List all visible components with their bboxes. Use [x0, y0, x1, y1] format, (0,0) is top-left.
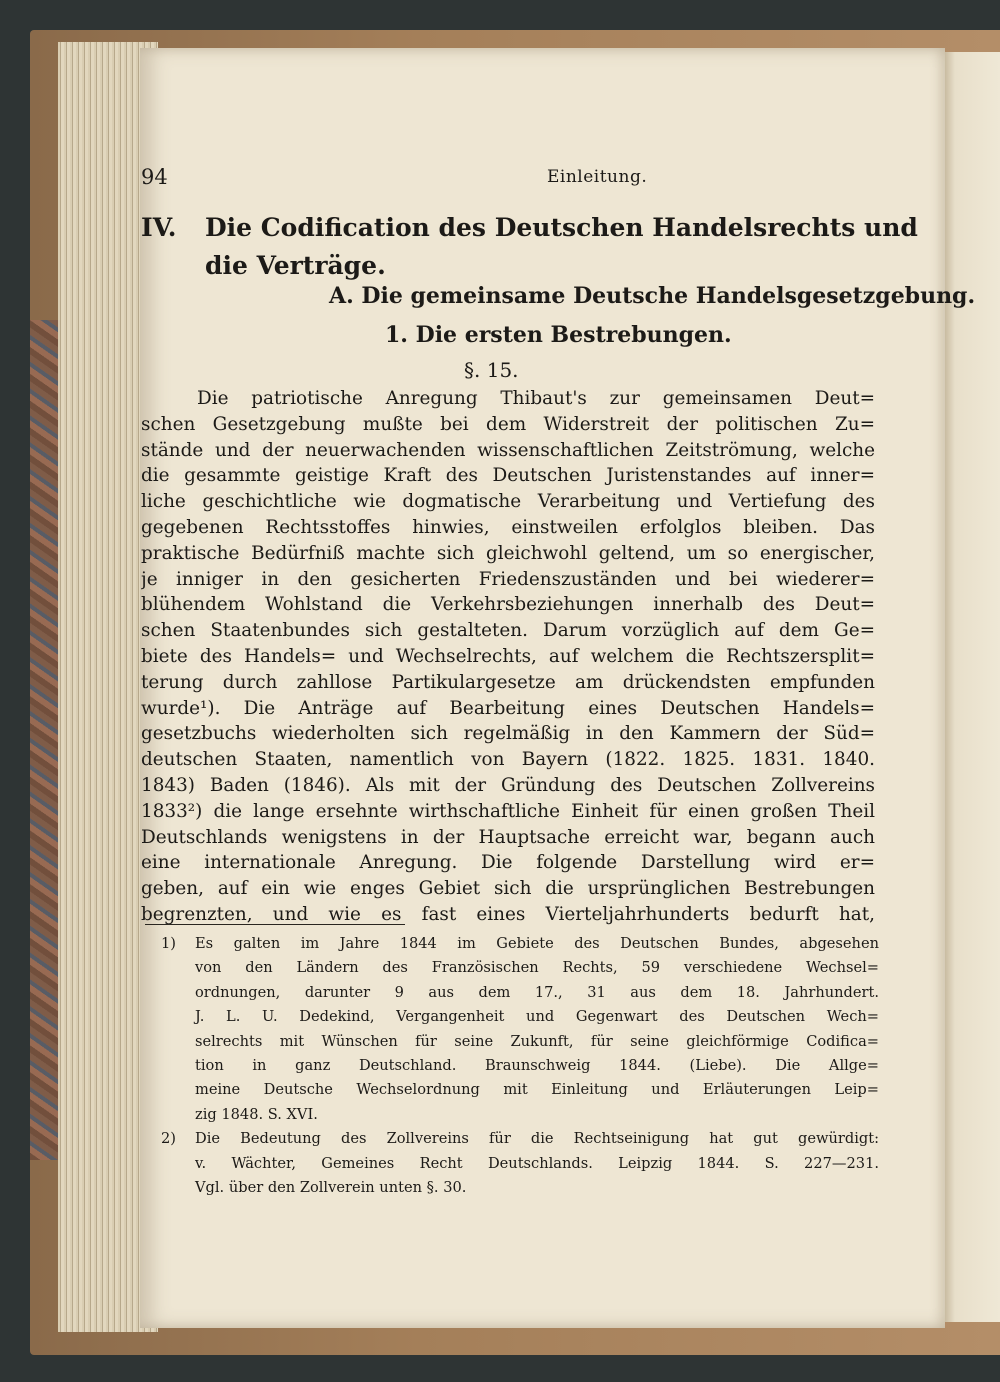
body-line: terung durch zahllose Partikulargesetze am drückendsten empfunden: [141, 671, 875, 693]
footnotes: [161, 932, 879, 1200]
body-line: deutschen Staaten, namentlich von Bayern (1822. 1825. 1831. 1840.: [141, 749, 875, 771]
footnote-line: J. L. U. Dedekind, Vergangenheit und Gegenwart des Deutschen Wech=: [195, 1008, 879, 1026]
footnote-line: ordnungen, darunter 9 aus dem 17., 31 aus dem 18. Jahrhundert.: [195, 983, 879, 1001]
subsection-1-heading: 1. Die ersten Bestrebungen.: [385, 322, 732, 348]
footnote-line: Es galten im Jahre 1844 im Gebiete des Deutschen Bundes, abgesehen: [195, 935, 879, 952]
body-line: begrenzten, und wie es fast eines Vierteljahrhunderts bedurft hat,: [141, 903, 875, 925]
facing-page-edge: [940, 52, 1000, 1322]
footnote-mark: 1): [161, 935, 176, 952]
body-line: gesetzbuchs wiederholten sich regelmäßig in den Kammern der Süd=: [141, 723, 875, 745]
footnote-rule: [145, 924, 405, 925]
running-head: Einleitung.: [547, 167, 648, 187]
section-title: [141, 208, 918, 280]
footnote-line: von den Ländern des Französischen Rechts, 59 verschiedene Wechsel=: [195, 959, 879, 977]
page-header: [135, 165, 875, 195]
footnote: [161, 1127, 879, 1200]
body-line: eine internationale Anregung. Die folgende Darstellung wird er=: [141, 852, 875, 874]
footnote-line: Vgl. über den Zollverein unten §. 30.: [195, 1178, 467, 1196]
marbled-edge: [30, 320, 60, 1160]
body-line: liche geschichtliche wie dogmatische Verarbeitung und Vertiefung des: [141, 491, 875, 513]
body-text: [141, 386, 875, 928]
section-roman-numeral: IV.: [141, 213, 177, 242]
body-line: die gesammte geistige Kraft des Deutschen Juristenstandes auf inner=: [141, 465, 875, 487]
body-line: gegebenen Rechtsstoffes hinwies, einstweilen erfolglos bleiben. Das: [141, 516, 875, 538]
section-title-line-1: Die Codification des Deutschen Handelsrechts und: [205, 213, 918, 242]
body-line: praktische Bedürfniß machte sich gleichwohl geltend, um so energischer,: [141, 542, 875, 564]
footnote-line: tion in ganz Deutschland. Braunschweig 1844. (Liebe). Die Allge=: [195, 1056, 879, 1074]
body-line: schen Staatenbundes sich gestalteten. Darum vorzüglich auf dem Ge=: [141, 620, 875, 642]
page-content: [135, 0, 976, 1382]
footnote-line: selrechts mit Wünschen für seine Zukunft, für seine gleichförmige Codifica=: [195, 1032, 879, 1050]
body-line: schen Gesetzgebung mußte bei dem Widerstreit der politischen Zu=: [141, 413, 875, 435]
body-line: wurde¹). Die Anträge auf Bearbeitung eines Deutschen Handels=: [141, 697, 875, 719]
body-line: geben, auf ein wie enges Gebiet sich die ursprünglichen Bestrebungen: [141, 878, 875, 900]
body-line: biete des Handels= und Wechselrechts, auf welchem die Rechtszersplit=: [141, 645, 875, 667]
body-line: Die patriotische Anregung Thibaut's zur gemeinsamen Deut=: [197, 388, 875, 409]
footnote-line: meine Deutsche Wechselordnung mit Einleitung und Erläuterungen Leip=: [195, 1081, 879, 1099]
footnote-mark: 2): [161, 1130, 176, 1148]
page-number: 94: [141, 165, 168, 189]
footnote-line: Die Bedeutung des Zollvereins für die Rechtseinigung hat gut gewürdigt:: [195, 1130, 879, 1148]
body-line: Deutschlands wenigstens in der Hauptsache erreicht war, begann auch: [141, 826, 875, 848]
body-line: stände und der neuerwachenden wissenschaftlichen Zeitströmung, welche: [141, 439, 875, 461]
footnote: [161, 932, 879, 1127]
footnote-line: zig 1848. S. XVI.: [195, 1105, 318, 1123]
section-title-line-2: die Verträge.: [205, 251, 386, 280]
body-line: 1833²) die lange ersehnte wirthschaftliche Einheit für einen großen Theil: [141, 800, 875, 822]
subsection-a-heading: A. Die gemeinsame Deutsche Handelsgesetzgebung.: [329, 283, 976, 309]
body-line: je inniger in den gesicherten Friedenszuständen und bei wiederer=: [141, 568, 875, 590]
body-line: blühendem Wohlstand die Verkehrsbeziehungen innerhalb des Deut=: [141, 594, 875, 616]
footnote-line: v. Wächter, Gemeines Recht Deutschlands. Leipzig 1844. S. 227—231.: [195, 1154, 879, 1172]
paragraph-number: §. 15.: [464, 358, 519, 382]
body-line: 1843) Baden (1846). Als mit der Gründung des Deutschen Zollvereins: [141, 774, 875, 796]
